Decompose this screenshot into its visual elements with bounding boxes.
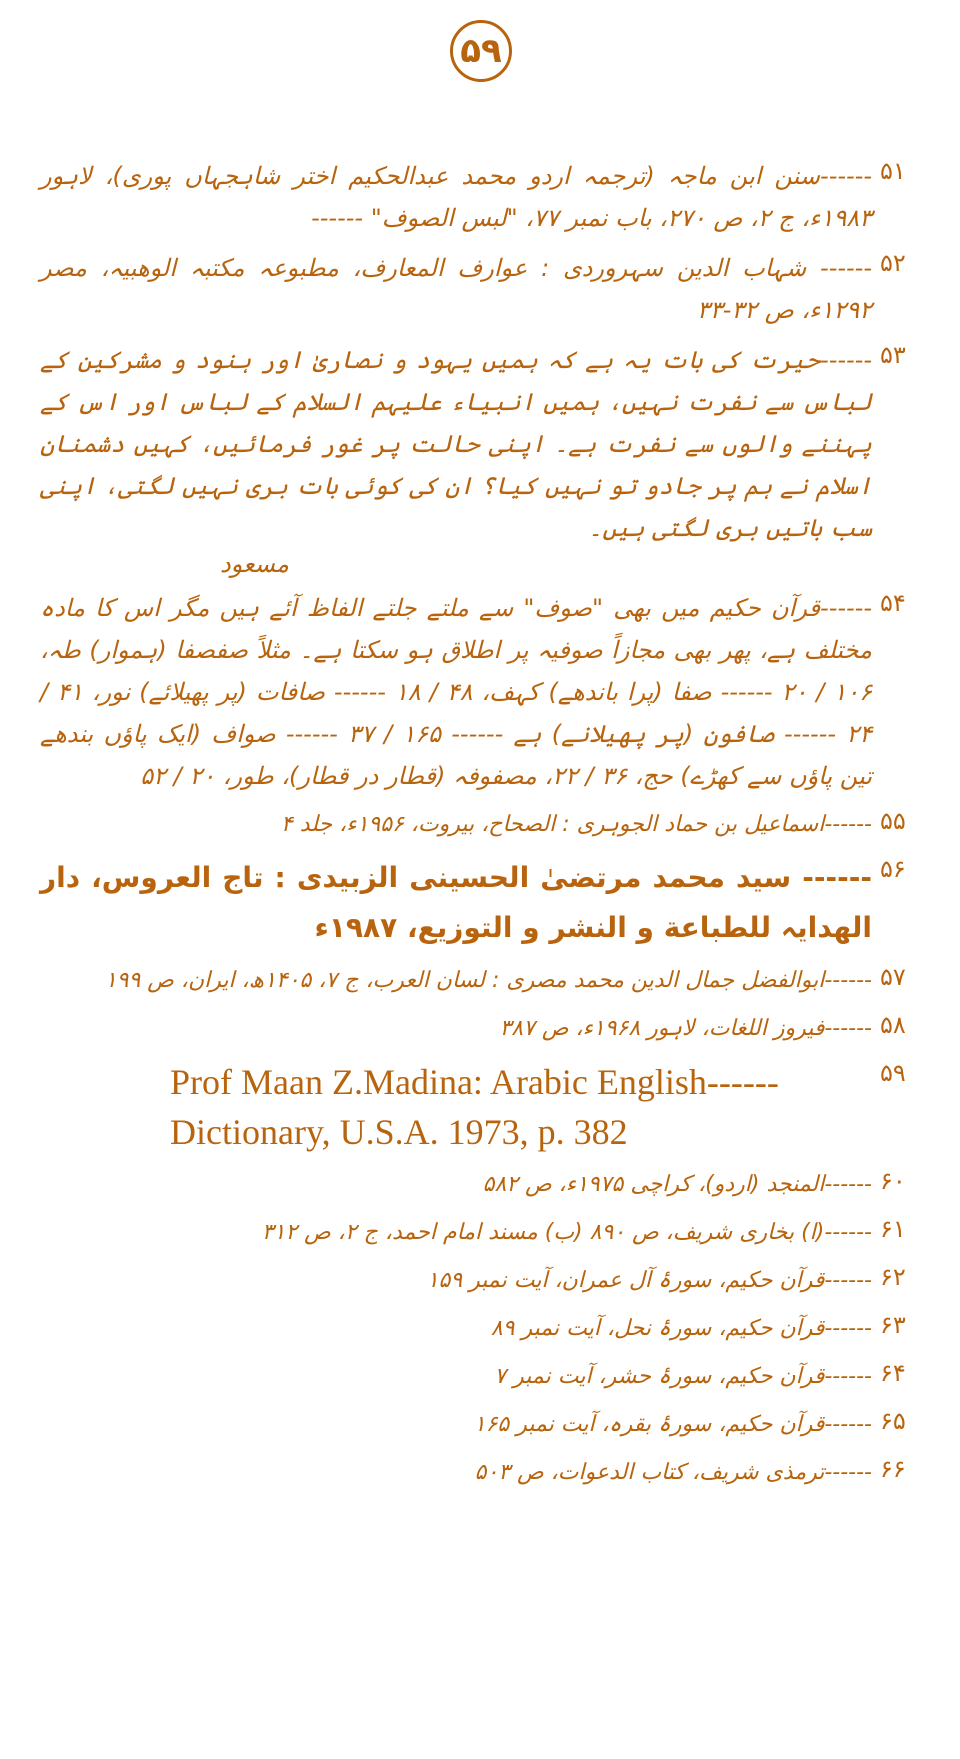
page-number-circle	[450, 20, 512, 82]
footnote-text: ------سنن ابن ماجہ (ترجمہ اردو محمد عبدالحکیم اختر شاہجہاں پوری)، لاہور ۱۹۸۳ء، ج ۲، ص ۲۷۰، باب نمبر ۷۷، "لبس الصوف" ------	[40, 162, 872, 232]
footnote-58	[40, 1009, 920, 1049]
footnote-number: ۶۰	[880, 1167, 906, 1195]
footnote-text: Prof Maan Z.Madina: Arabic English------ Dictionary, U.S.A. 1973, p. 382	[170, 1062, 779, 1152]
footnote-57	[40, 961, 920, 1001]
footnote-60	[40, 1165, 920, 1205]
footnote-number: ۶۱	[880, 1215, 906, 1243]
footnote-number: ۵۹	[880, 1059, 906, 1087]
footnote-text: ------ سید محمد مرتضیٰ الحسینی الزبیدی : تاج العروس، دار الھدایہ للطباعة و النشر و التوزیع، ۱۹۸۷ء	[40, 861, 872, 944]
footnote-text: ------قرآن حکیم، سورۂ آل عمران، آیت نمبر ۱۵۹	[426, 1268, 872, 1293]
footnote-text: ------قرآن حکیم، سورۂ حشر، آیت نمبر ۷	[494, 1364, 872, 1389]
footnote-text: ------قرآن حکیم، سورۂ نحل، آیت نمبر ۸۹	[490, 1316, 872, 1341]
footnote-text: ------المنجد (اردو)، کراچی ۱۹۷۵ء، ص ۵۸۲	[482, 1172, 872, 1197]
footnote-52	[40, 247, 920, 331]
footnote-66	[40, 1453, 920, 1493]
footnote-64	[40, 1357, 920, 1397]
footnote-51	[40, 155, 920, 239]
footnote-number: ۵۸	[880, 1011, 906, 1039]
footnote-59	[40, 1057, 920, 1157]
footnote-signature: مسعود	[220, 550, 289, 578]
footnote-number: ۶۲	[880, 1263, 906, 1291]
footnote-61	[40, 1213, 920, 1253]
footnote-text: ------ شہاب الدین سہروردی : عوارف المعارف، مطبوعہ مکتبہ الوھبیہ، مصر ۱۲۹۲ء، ص ۳۲-۳۳	[40, 254, 872, 324]
page-number: ۵۹	[460, 31, 502, 71]
footnote-55	[40, 805, 920, 845]
footnote-54	[40, 587, 920, 797]
footnote-63	[40, 1309, 920, 1349]
footnote-number: ۶۳	[880, 1311, 906, 1339]
footnote-text: ------ابوالفضل جمال الدین محمد مصری : لسان العرب، ج ۷، ۱۴۰۵ھ، ایران، ص ۱۹۹	[104, 968, 872, 993]
footnote-number: ۵۶	[880, 855, 906, 883]
footnote-text: ------اسماعیل بن حماد الجوہری : الصحاح، بیروت، ۱۹۵۶ء، جلد ۴	[280, 812, 872, 837]
footnote-number: ۵۵	[880, 807, 906, 835]
footnote-text: ------فیروز اللغات، لاہور ۱۹۶۸ء، ص ۳۸۷	[499, 1016, 872, 1041]
footnote-text: ------قرآن حکیم میں بھی "صوف" سے ملتے جلتے الفاظ آئے ہیں مگر اس کا مادہ مختلف ہے، پھر بھی مجازاً صوفیہ پر اطلاق ہو سکتا ہے۔ مثلاً صفصفا (ہموار) طہ، ۱۰۶ / ۲۰ ------ صفا (پرا باندھے) کہف، ۴۸ / ۱۸ ------ صافات (پر پھیلائے) نور، ۴۱ / ۲۴ ------ صافون (پر پھیلانے) ہے ------ ۱۶۵ / ۳۷ ------ صواف (ایک پاؤں بندھے تین پاؤں سے کھڑے) حج، ۳۶ / ۲۲، مصفوفہ (قطار در قطار)، طور، ۲۰ / ۵۲	[40, 594, 873, 790]
footnote-body: ------حیرت کی بات یہ ہے کہ ہمیں یہود و نصاریٰ اور ہنود و مشرکین کے لباس سے نفرت نہیں، ہمیں انبیاء علیہم السلام کے لباس اور اس کے پہننے والوں سے نفرت ہے۔ اپنی حالت پر غور فرمائیں، کہیں دشمنان اسلام نے ہم پر جادو تو نہیں کیا؟ ان کی کوئی بات بری نہیں لگتی، اپنی سب باتیں بری لگتی ہیں۔	[40, 346, 872, 542]
footnote-text: ------ترمذی شریف، کتاب الدعوات، ص ۵۰۳	[474, 1460, 872, 1485]
footnotes-list	[40, 155, 920, 1501]
footnote-53	[40, 339, 920, 579]
footnote-number: ۵۷	[880, 963, 906, 991]
footnote-text: ------قرآن حکیم، سورۂ بقرہ، آیت نمبر ۱۶۵	[473, 1412, 872, 1437]
footnote-number: ۵۱	[880, 157, 906, 185]
footnote-65	[40, 1405, 920, 1445]
footnote-number: ۵۴	[880, 589, 906, 617]
footnote-number: ۶۶	[880, 1455, 906, 1483]
footnote-number: ۵۲	[880, 249, 906, 277]
footnote-number: ۵۳	[880, 341, 906, 369]
footnote-number: ۶۴	[880, 1359, 906, 1387]
footnote-number: ۶۵	[880, 1407, 906, 1435]
footnote-62	[40, 1261, 920, 1301]
footnote-text	[40, 339, 872, 579]
footnote-56	[40, 853, 920, 953]
footnote-text: ------(ا) بخاری شریف، ص ۸۹۰ (ب) مسند امام احمد، ج ۲، ص ۳۱۲	[261, 1220, 872, 1245]
